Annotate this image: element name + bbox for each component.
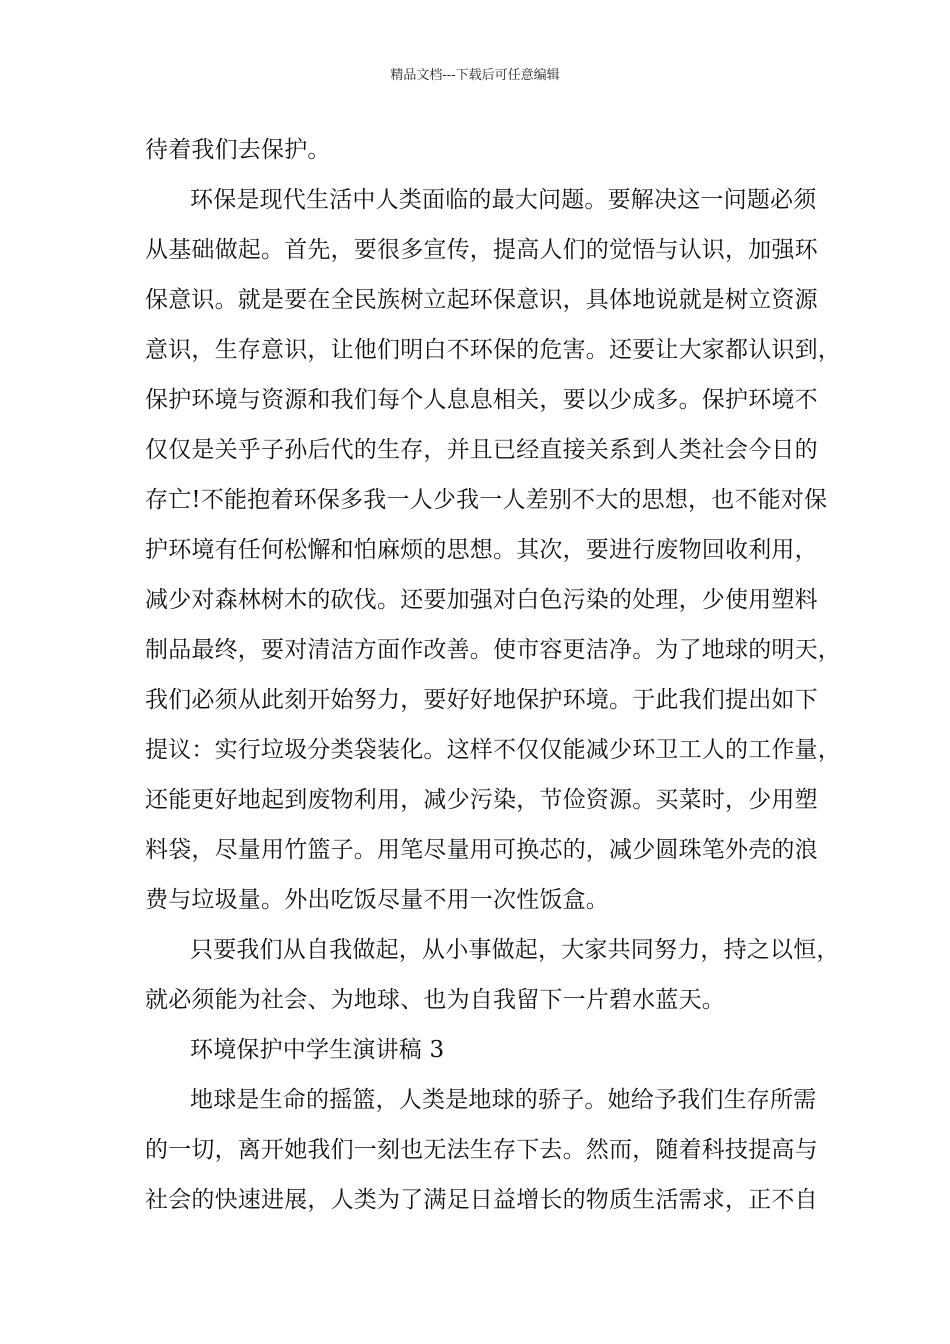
text-line: 社会的快速进展，人类为了满足日益增长的物质生活需求，正不自 (145, 1187, 818, 1213)
text-line: 费与垃圾量。外出吃饭尽量不用一次性饭盒。 (145, 887, 609, 913)
text-line: 减少对森林树木的砍伐。还要加强对白色污染的处理，少使用塑料 (145, 587, 818, 613)
text-line: 只要我们从自我做起，从小事做起，大家共同努力，持之以恒， (190, 937, 840, 963)
text-line: 就必须能为社会、为地球、也为自我留下一片碧水蓝天。 (145, 987, 725, 1013)
text-line: 保意识。就是要在全民族树立起环保意识，具体地说就是树立资源 (145, 287, 818, 313)
text-line: 存亡!不能抱着环保多我一人少我一人差别不大的思想，也不能对保 (145, 487, 828, 513)
text-line: 保护环境与资源和我们每个人息息相关，要以少成多。保护环境不 (145, 387, 818, 413)
text-line: 仅仅是关乎子孙后代的生存，并且已经直接关系到人类社会今日的 (145, 437, 818, 463)
text-line: 护环境有任何松懈和怕麻烦的思想。其次，要进行废物回收利用， (145, 537, 818, 563)
text-line: 从基础做起。首先，要很多宣传，提高人们的觉悟与认识，加强环 (145, 237, 818, 263)
text-line: 料袋，尽量用竹篮子。用笔尽量用可换芯的，减少圆珠笔外壳的浪 (145, 837, 818, 863)
text-line: 还能更好地起到废物利用，减少污染，节俭资源。买菜时，少用塑 (145, 787, 818, 813)
text-line: 我们必须从此刻开始努力，要好好地保护环境。于此我们提出如下 (145, 687, 818, 713)
text-line: 环境保护中学生演讲稿 3 (190, 1037, 445, 1063)
text-line: 的一切，离开她我们一刻也无法生存下去。然而，随着科技提高与 (145, 1137, 818, 1163)
text-line: 制品最终，要对清洁方面作改善。使市容更洁净。为了地球的明天， (145, 637, 841, 663)
text-line: 提议：实行垃圾分类袋装化。这样不仅仅能减少环卫工人的工作量， (145, 737, 841, 763)
text-line: 待着我们去保护。 (145, 137, 331, 163)
page-header: 精品文档---下载后可任意编辑 (390, 68, 560, 83)
text-line: 地球是生命的摇篮，人类是地球的骄子。她给予我们生存所需 (190, 1087, 817, 1113)
text-line: 环保是现代生活中人类面临的最大问题。要解决这一问题必须 (190, 187, 817, 213)
text-line: 意识，生存意识，让他们明白不环保的危害。还要让大家都认识到， (145, 337, 841, 363)
